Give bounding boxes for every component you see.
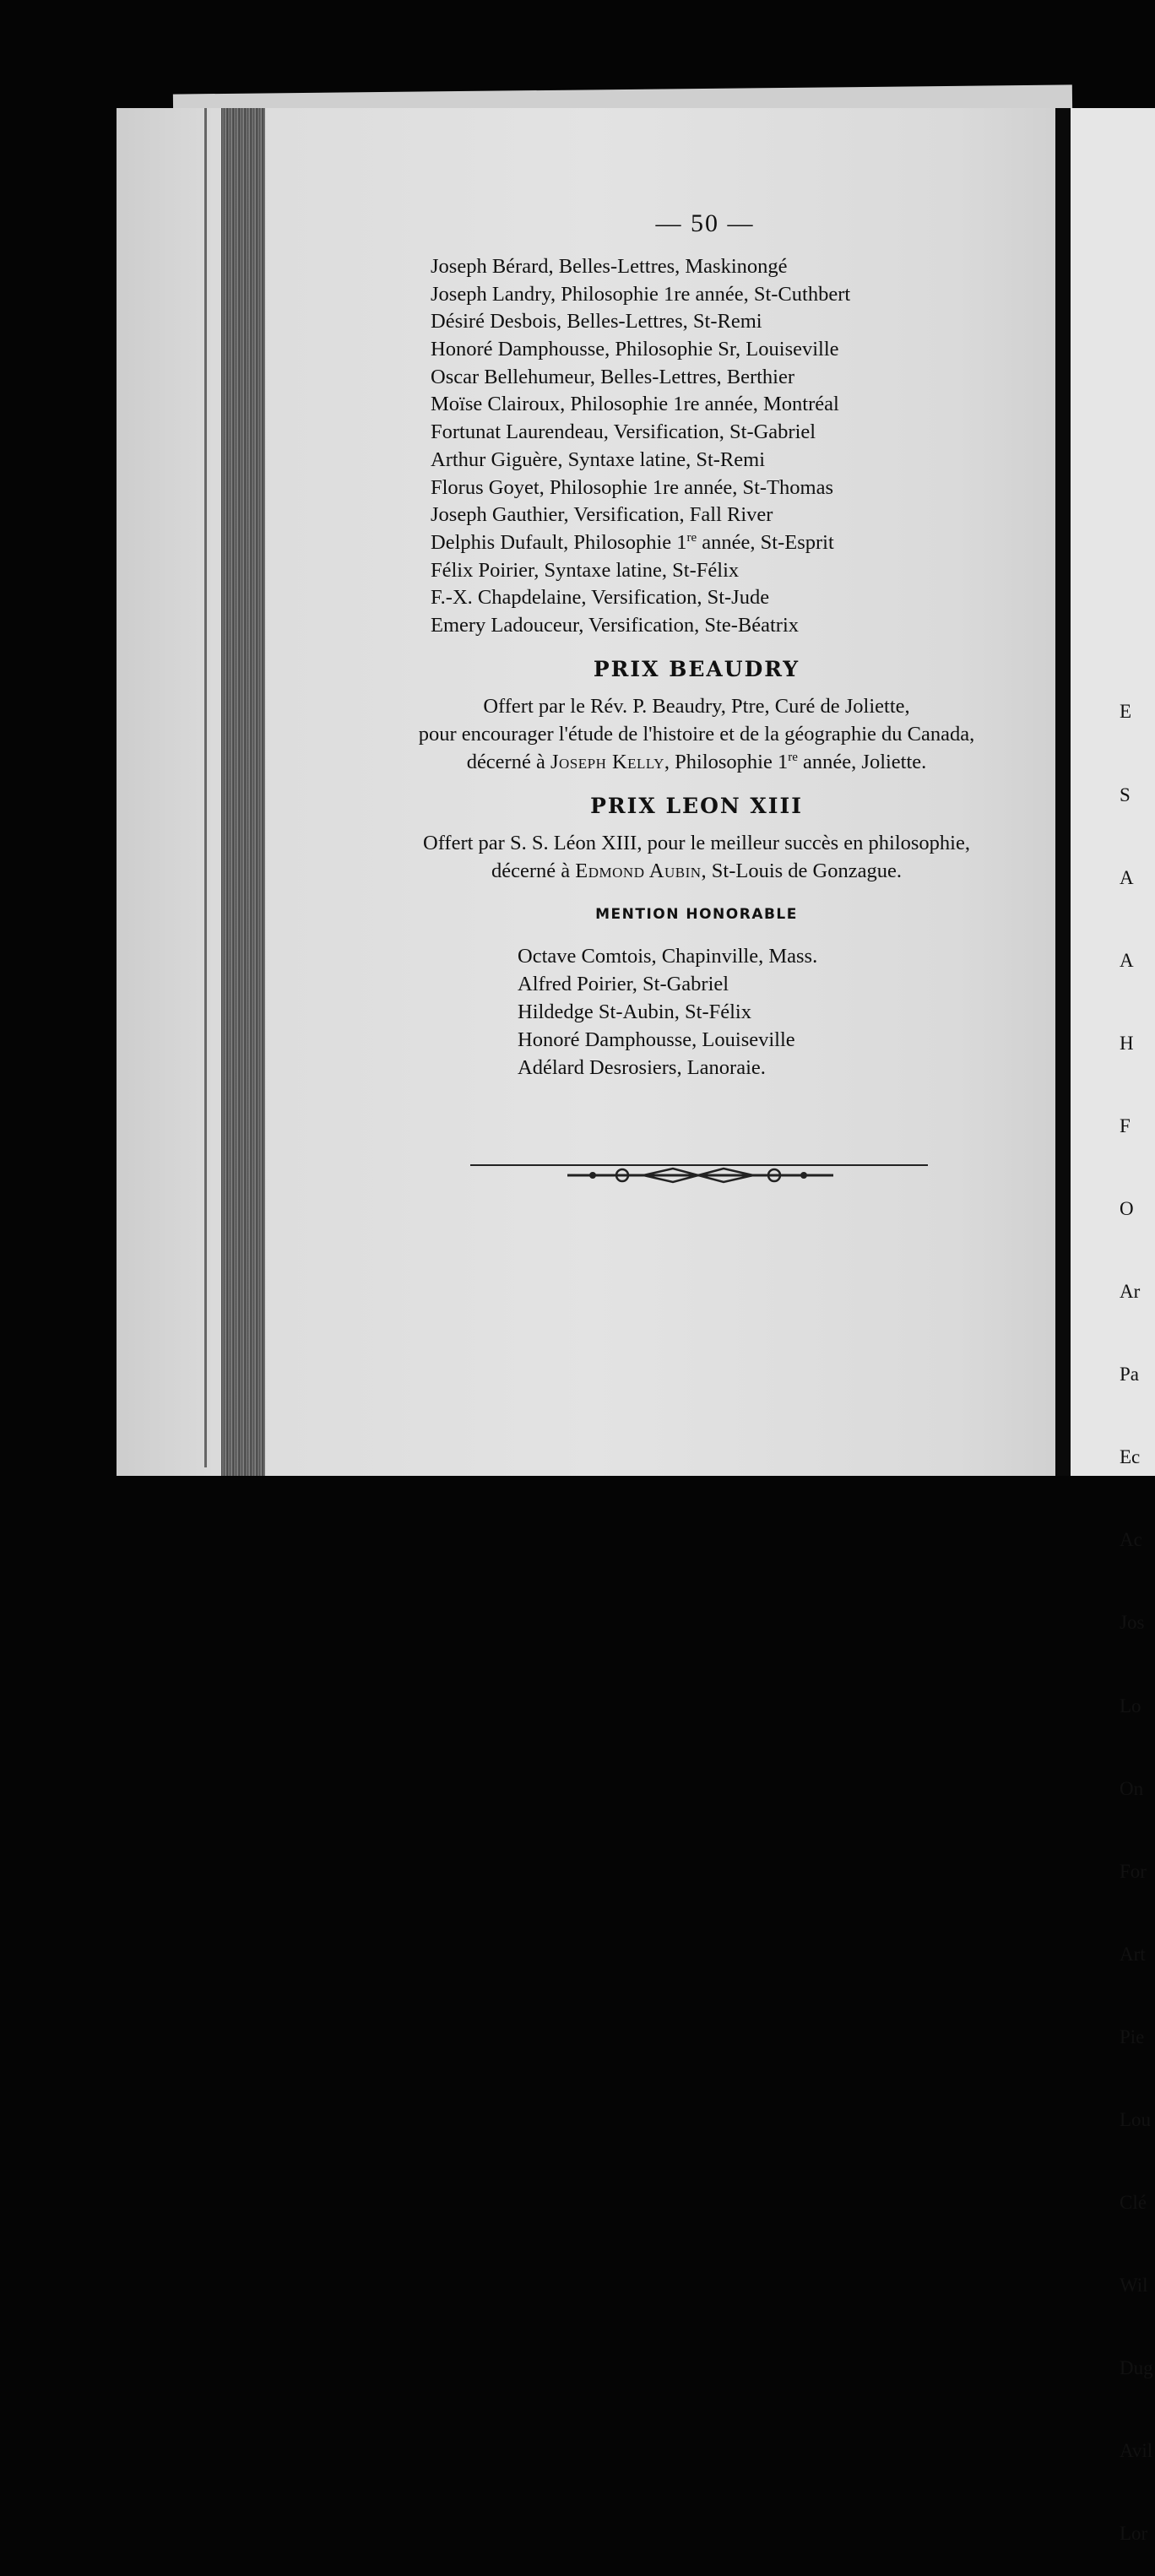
text-line: [371, 748, 1022, 776]
text-line: [371, 857, 1022, 885]
fragment: A: [1120, 866, 1134, 888]
gutter-line: [204, 108, 207, 1467]
mention-honorable-title: MENTION HONORABLE: [595, 906, 798, 923]
page-fold-shadow: [1055, 108, 1071, 1476]
prix-leon-title: PRIX LEON XIII: [590, 794, 803, 818]
list-item: Oscar Bellehumeur, Belles-Lettres, Berthier: [431, 365, 795, 388]
list-item: Désiré Desbois, Belles-Lettres, St-Remi: [431, 310, 762, 334]
fragment: Pie: [1120, 2026, 1145, 2047]
list-item: Joseph Bérard, Belles-Lettres, Maskinongé: [431, 255, 788, 278]
prix-leon-text: [371, 829, 1022, 885]
page-number: — 50 —: [655, 209, 755, 237]
prix-beaudry-text: [371, 692, 1022, 776]
list-item-text: année, St-Esprit: [697, 530, 834, 554]
fragment: Jos: [1120, 1612, 1145, 1634]
prize-list: [431, 253, 954, 640]
fragment: Dug: [1120, 2357, 1153, 2379]
list-item: Fortunat Laurendeau, Versification, St-Gabriel: [431, 420, 816, 444]
fragment: Pa: [1120, 1364, 1139, 1386]
fragment: For: [1120, 1860, 1147, 1882]
fragment: A: [1120, 949, 1134, 971]
list-item: Félix Poirier, Syntaxe latine, St-Félix: [431, 558, 740, 582]
ornament-divider: [470, 1158, 928, 1187]
text-line: pour encourager l'étude de l'histoire et de la géographie du Canada,: [418, 723, 975, 746]
list-item: Joseph Gauthier, Versification, Fall River: [431, 503, 773, 527]
list-item-text: Delphis Dufault, Philosophie: [431, 530, 672, 554]
laureate-name: Edmond Aubin: [575, 860, 702, 882]
text-span: décerné à: [491, 860, 576, 882]
fragment: F: [1120, 1114, 1131, 1136]
text-span: année, Joliette.: [797, 751, 927, 773]
list-item: Emery Ladouceur, Versification, Ste-Béatrix: [431, 613, 800, 637]
list-item: Arthur Giguère, Syntaxe latine, St-Remi: [431, 447, 765, 471]
laureate-name: Joseph Kelly: [550, 751, 664, 773]
binding-gutter: [221, 108, 265, 1476]
fragment: Lor: [1120, 2523, 1148, 2545]
fragment: Avil: [1120, 2440, 1153, 2462]
prix-beaudry-title: PRIX BEAUDRY: [593, 657, 800, 681]
list-item: Florus Goyet, Philosophie 1re année, St-Thomas: [431, 475, 834, 499]
fragment: On: [1120, 1777, 1144, 1799]
mention-list: [518, 942, 940, 1082]
text-line: Offert par le Rév. P. Beaudry, Ptre, Curé de Joliette,: [483, 695, 910, 718]
fragment: E: [1120, 701, 1132, 723]
text-span: , St-Louis de Gonzague.: [701, 860, 902, 882]
list-item: Honoré Damphousse, Louiseville: [518, 1028, 795, 1051]
fragment: O: [1120, 1197, 1134, 1219]
fragment: Lo: [1120, 1695, 1141, 1716]
list-item: Adélard Desrosiers, Lanoraie.: [518, 1056, 766, 1079]
facing-page-text: [1120, 643, 1155, 2576]
fragment: S: [1120, 784, 1131, 805]
list-item: Hildedge St-Aubin, St-Félix: [518, 1001, 751, 1023]
list-item: Moïse Clairoux, Philosophie 1re année, Montréal: [431, 393, 839, 416]
fragment: H: [1120, 1032, 1134, 1054]
superscript: re: [686, 530, 697, 545]
list-item: F.-X. Chapdelaine, Versification, St-Jude: [431, 586, 770, 610]
superscript: re: [788, 750, 798, 764]
fragment: Lou: [1120, 2109, 1152, 2130]
text-line: Offert par S. S. Léon XIII, pour le meilleur succès en philosophie,: [423, 832, 970, 854]
fragment: Clé: [1120, 2192, 1147, 2214]
list-item: Honoré Damphousse, Philosophie Sr, Louiseville: [431, 338, 839, 361]
list-item: Joseph Landry, Philosophie 1re année, St-Cuthbert: [431, 282, 851, 306]
fragment: Ar: [1120, 1281, 1141, 1303]
list-item: Delphis Dufault, Philosophie 1re année, St-Esprit: [431, 530, 834, 554]
text-span: , Philosophie 1: [664, 751, 789, 773]
fragment: Ac: [1120, 1529, 1142, 1551]
fragment: Ec: [1120, 1446, 1141, 1468]
list-item: Octave Comtois, Chapinville, Mass.: [518, 945, 818, 968]
text-span: décerné à: [466, 751, 550, 773]
fragment: Wil: [1120, 2275, 1148, 2297]
fragment: Art: [1120, 1943, 1146, 1965]
list-item: Alfred Poirier, St-Gabriel: [518, 973, 729, 995]
